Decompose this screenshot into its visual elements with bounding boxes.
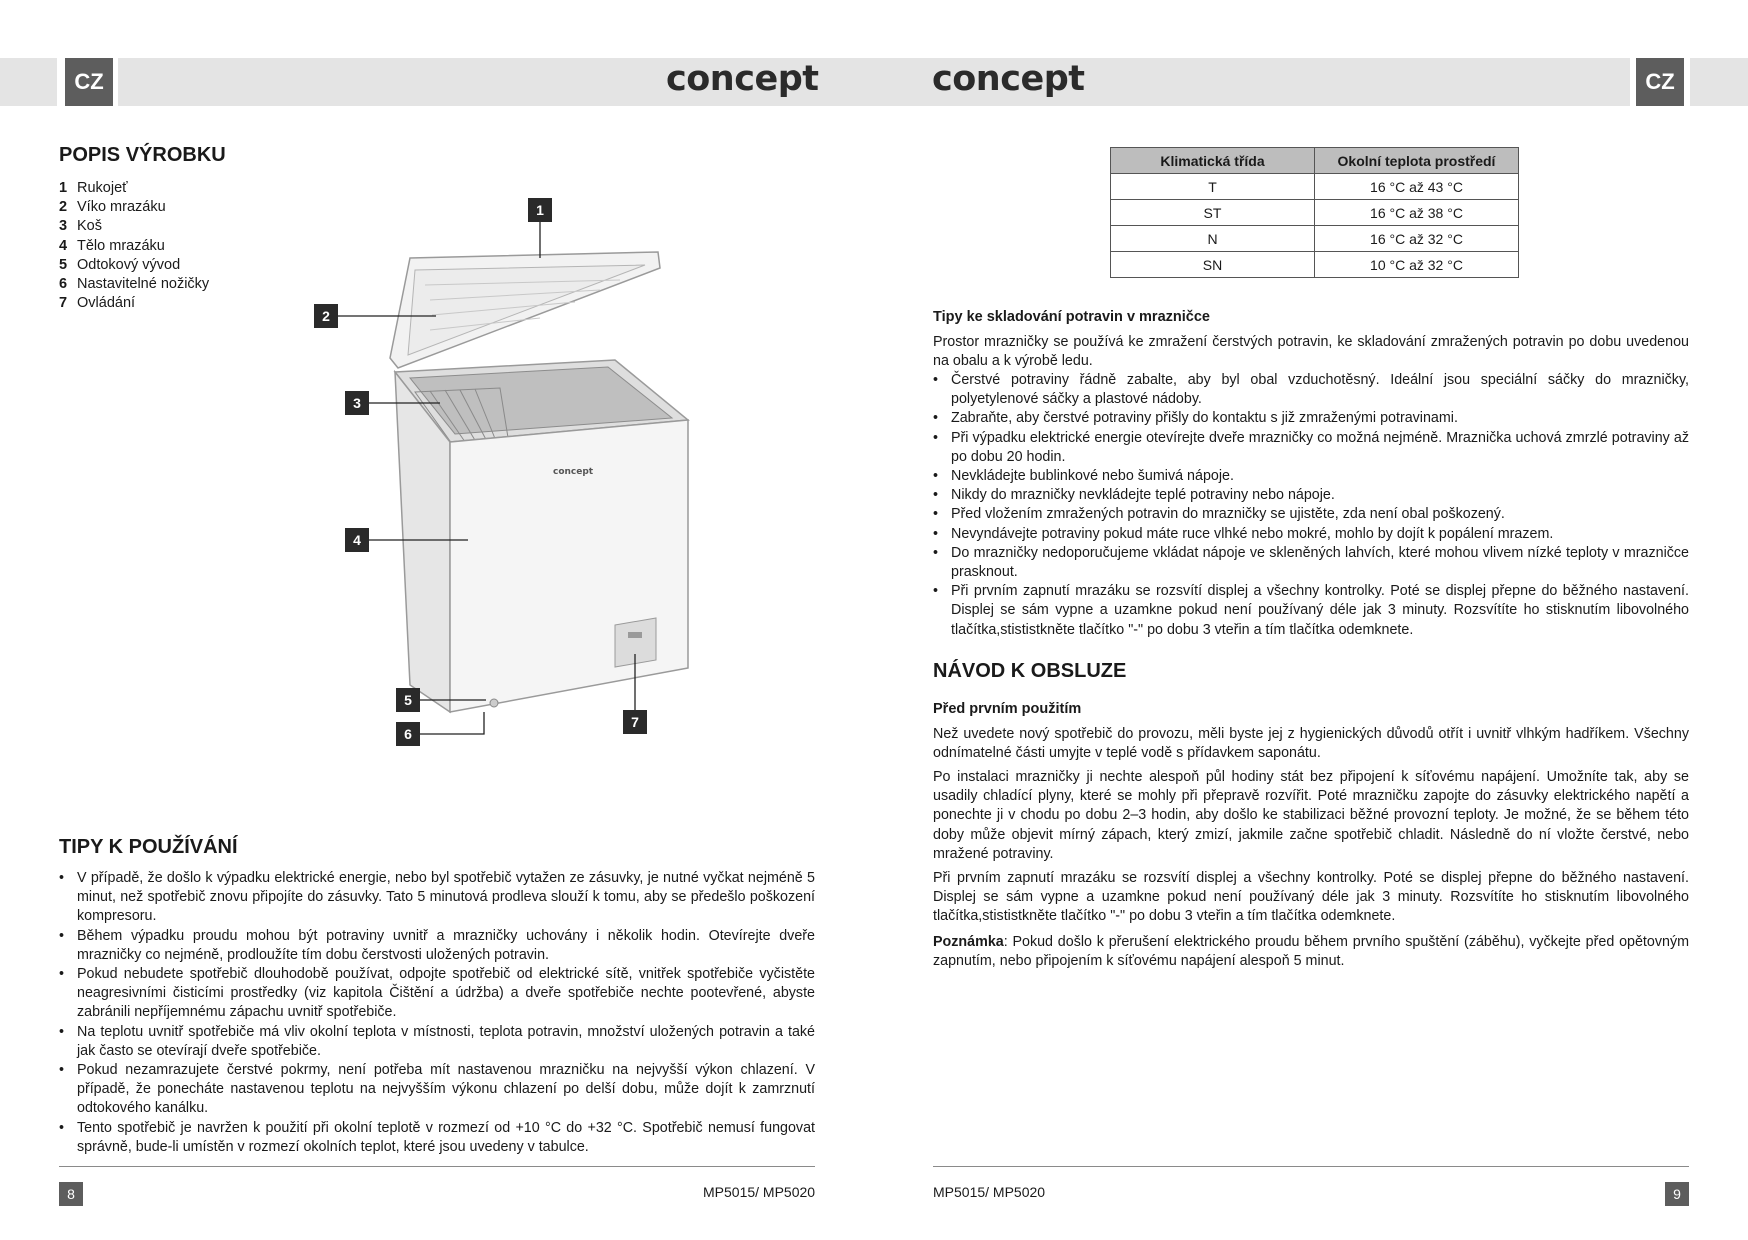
callout-2: 2 bbox=[314, 304, 338, 328]
product-description-title: POPIS VÝROBKU bbox=[59, 144, 226, 166]
table-cell: SN bbox=[1111, 252, 1315, 278]
operation-title: NÁVOD K OBSLUZE bbox=[933, 660, 1127, 682]
callout-6: 6 bbox=[396, 722, 420, 746]
list-item: • Před vložením zmražených potravin do mrazničky se ujistěte, zda není obal poškozený. bbox=[933, 505, 1689, 524]
table-cell: 16 °C až 43 °C bbox=[1315, 174, 1519, 200]
operation-paragraph-3: Při prvním zapnutí mrazáku se rozsvítí displej a všechny kontrolky. Poté se displej přepne do běžného nastavení. Displej se sám vypne a uzamkne pokud není používaný déle jak 3 minuty. Rozsvítíte ho stisknutím libovolného tlačítka,stististkněte tlačítko "-" po dobu 3 vteřin a tím tlačítka odemknete. bbox=[933, 870, 1689, 925]
footer-divider-right bbox=[933, 1166, 1689, 1167]
list-item: 6 Nastavitelné nožičky bbox=[59, 276, 210, 293]
list-item: 4 Tělo mrazáku bbox=[59, 237, 165, 254]
table-header-row bbox=[1111, 148, 1519, 174]
note-text: : Pokud došlo k přerušení elektrického proudu během prvního spuštění (záběhu), vyčkejte před opětovným zapnutím, nebo připojením k síťovému napájení alespoň 5 minut. bbox=[933, 934, 1689, 970]
list-item: 2 Víko mrazáku bbox=[59, 199, 166, 216]
list-item: • Při prvním zapnutí mrazáku se rozsvítí displej a všechny kontrolky. Poté se displej přepne do běžného nastavení. Displej se sám vypne a uzamkne pokud není používaný déle jak 3 minuty. Rozsvítíte ho stisknutím libovolného tlačítka,stististkněte tlačítko "-" po dobu 3 vteřin a tím tlačítka odemknete. bbox=[933, 582, 1689, 640]
footer-divider-left bbox=[59, 1166, 815, 1167]
operation-paragraph-1: Než uvedete nový spotřebič do provozu, měli byste jej z hygienických důvodů otřít i uvnitř vlhkým hadříkem. Všechny odnímatelné části umyjte v teplé vodě s přídavkem saponátu. bbox=[933, 726, 1689, 762]
column-header: Okolní teplota prostředí bbox=[1315, 148, 1519, 174]
table-row bbox=[1111, 226, 1519, 252]
list-item: • Pokud nebudete spotřebič dlouhodobě používat, odpojte spotřebič od elektrické sítě, vnitřek spotřebiče vyčistěte neagresivními čisticími prostředky (viz kapitola Čištění a údržba) a dveře spotřebiče nechte pootevřené, abyste zabránili nepříjemnému zápachu uvnitř spotřebiče. bbox=[59, 965, 815, 1023]
table-cell: 16 °C až 32 °C bbox=[1315, 226, 1519, 252]
table-cell: N bbox=[1111, 226, 1315, 252]
list-item: • Tento spotřebič je navržen k použití při okolní teplotě v rozmezí od +10 °C do +32 °C. Spotřebič nemusí fungovat správně, bude-li umístěn v rozmezí okolních teplot, které jsou uvedeny v tabulce. bbox=[59, 1119, 815, 1157]
list-item: • Nikdy do mrazničky nevkládejte teplé potraviny nebo nápoje. bbox=[933, 486, 1689, 505]
list-item: • Zabraňte, aby čerstvé potraviny přišly do kontaktu s již zmraženými potravinami. bbox=[933, 409, 1689, 428]
table-cell: 16 °C až 38 °C bbox=[1315, 200, 1519, 226]
operation-paragraph-2: Po instalaci mrazničky ji nechte alespoň půl hodiny stát bez připojení k síťovému napájení. Umožníte tak, aby se usadily chladící plyny, které se mohly při přepravě rozvířit. Poté mrazničku zapojte do zásuvky elektrického napětí a ponechte ji v chodu po dobu 2–3 hodin, aby došlo ke stabilizaci běžné provozní teploty. Je možné, že se během této doby může objevit mírný zápach, který zmizí, jakmile začne spotřebič chladit. Následně do ní vložte čerstvé, nebo mražené potraviny. bbox=[933, 769, 1689, 862]
column-header: Klimatická třída bbox=[1111, 148, 1315, 174]
list-item: • Pokud nezamrazujete čerstvé pokrmy, není potřeba mít nastavenou mrazničku na nejvyšší výkon chlazení. V případě, že ponecháte nastavenou teplotu na nejvyšším výkonu chlazení po delší dobu, může dojít k zamrznutí odtokového kanálku. bbox=[59, 1061, 815, 1119]
language-badge-left: CZ bbox=[65, 58, 113, 106]
callout-7: 7 bbox=[623, 710, 647, 734]
list-item: 5 Odtokový vývod bbox=[59, 256, 181, 273]
table-cell: ST bbox=[1111, 200, 1315, 226]
climate-class-table bbox=[1110, 147, 1519, 278]
list-item: 3 Koš bbox=[59, 218, 102, 235]
appliance-logo: concept bbox=[553, 467, 594, 477]
table-cell: 10 °C až 32 °C bbox=[1315, 252, 1519, 278]
storage-tips-list bbox=[933, 371, 1689, 640]
model-number-left: MP5015/ MP5020 bbox=[703, 1184, 816, 1200]
language-badge-right: CZ bbox=[1636, 58, 1684, 106]
list-item: • Do mrazničky nedoporučujeme vkládat nápoje ve skleněných lahvích, které mohou vlivem nízké teploty v mrazničce prasknout. bbox=[933, 544, 1689, 582]
list-item: • V případě, že došlo k výpadku elektrické energie, nebo byl spotřebič vytažen ze zásuvky, je nutné vyčkat nejméně 5 minut, než spotřebič znovu připojíte do zásuvky. Tato 5 minutová prodleva slouží k tomu, aby se předešlo poškození kompresoru. bbox=[59, 869, 815, 927]
callout-1: 1 bbox=[528, 198, 552, 222]
list-item: • Při výpadku elektrické energie otevírejte dveře mrazničky co možná nejméně. Mraznička uchová zmrzlé potraviny až po dobu 20 hodin. bbox=[933, 429, 1689, 467]
list-item: • Nevyndávejte potraviny pokud máte ruce vlhké nebo mokré, mohlo by dojít k popálení mrazem. bbox=[933, 525, 1689, 544]
brand-logo-right: concept bbox=[932, 59, 1085, 99]
callout-4: 4 bbox=[345, 528, 369, 552]
usage-tips-title: TIPY K POUŽÍVÁNÍ bbox=[59, 836, 238, 858]
list-item: • Na teplotu uvnitř spotřebiče má vliv okolní teplota v místnosti, teplota potravin, množství uložených potravin a také jak často se otevírají dveře spotřebiče. bbox=[59, 1023, 815, 1061]
table-row bbox=[1111, 252, 1519, 278]
note-label: Poznámka bbox=[933, 934, 1004, 950]
callout-3: 3 bbox=[345, 391, 369, 415]
brand-logo-left: concept bbox=[666, 59, 819, 99]
operation-note bbox=[933, 933, 1689, 971]
model-number-right: MP5015/ MP5020 bbox=[933, 1184, 1046, 1200]
list-item: 1 Rukojeť bbox=[59, 180, 128, 196]
before-first-use-title: Před prvním použitím bbox=[933, 701, 1082, 717]
callout-5: 5 bbox=[396, 688, 420, 712]
storage-tips-title: Tipy ke skladování potravin v mrazničce bbox=[933, 309, 1210, 325]
storage-tips-intro: Prostor mrazničky se používá ke zmražení čerstvých potravin, ke skladování zmražených potravin po dobu uvedenou na obalu a k výrobě ledu. bbox=[933, 334, 1689, 370]
page-number-right: 9 bbox=[1665, 1182, 1689, 1206]
list-item: • Nevkládejte bublinkové nebo šumivá nápoje. bbox=[933, 467, 1689, 486]
table-row bbox=[1111, 200, 1519, 226]
list-item: • Čerstvé potraviny řádně zabalte, aby byl obal vzduchotěsný. Ideální jsou speciální sáčky do mrazničky, polyetylenové sáčky a plastové nádoby. bbox=[933, 371, 1689, 409]
list-item: 7 Ovládání bbox=[59, 295, 136, 312]
page-number-left: 8 bbox=[59, 1182, 83, 1206]
table-row bbox=[1111, 174, 1519, 200]
table-cell: T bbox=[1111, 174, 1315, 200]
usage-tips-list bbox=[59, 869, 815, 1157]
list-item: • Během výpadku proudu mohou být potraviny uvnitř a mrazničky uchovány i několik hodin. Otevírejte dveře mrazničky co nejméně, prodloužíte tím dobu čerstvosti uložených potravin. bbox=[59, 927, 815, 965]
